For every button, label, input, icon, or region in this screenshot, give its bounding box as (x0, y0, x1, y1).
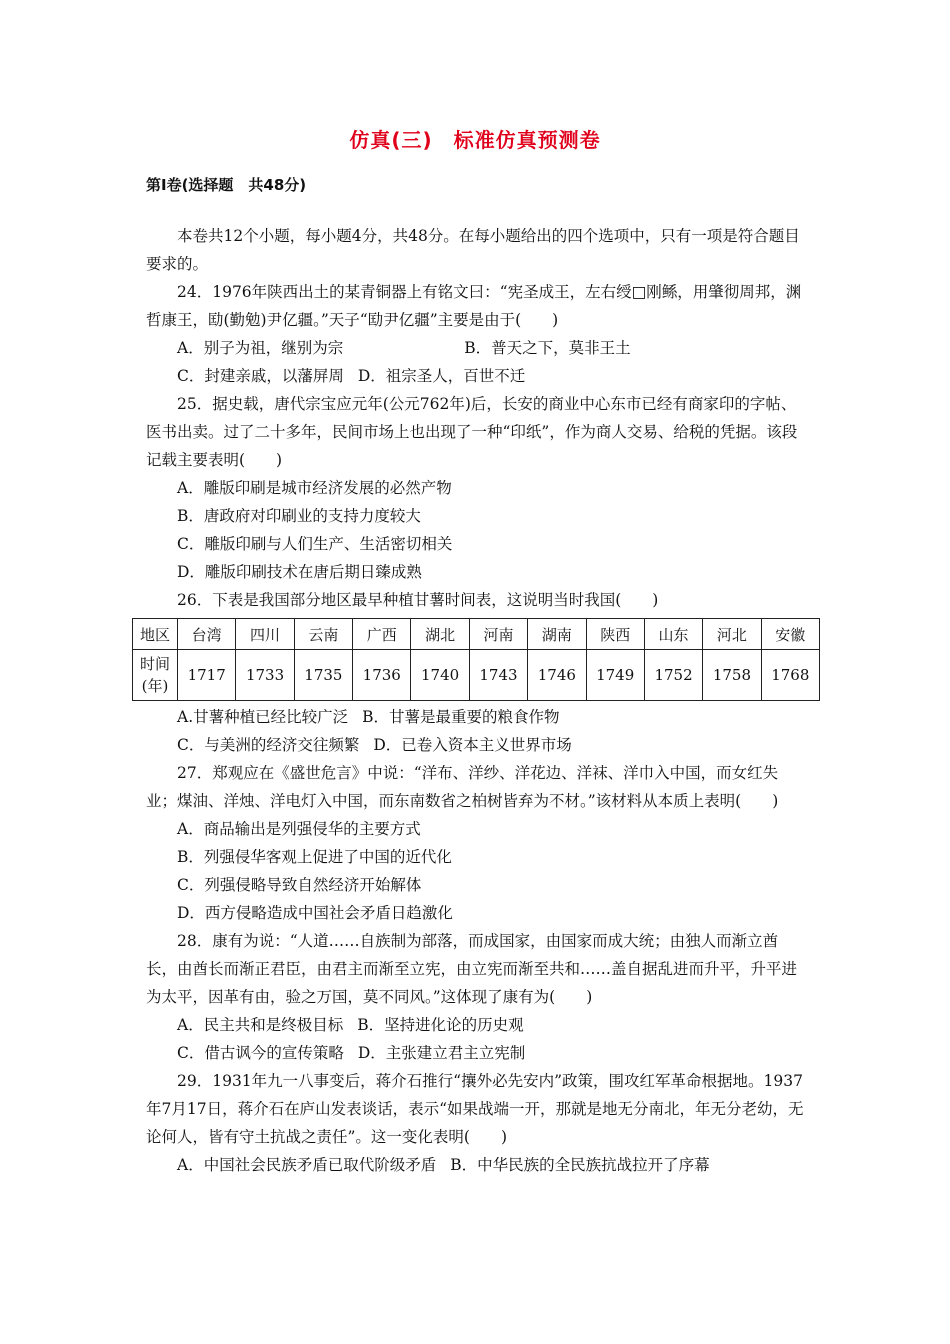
question-24 (146, 278, 806, 390)
option-d: D．雕版印刷技术在唐后期日臻成熟 (177, 563, 422, 581)
table-cell: 1736 (353, 650, 411, 701)
table-cell: 1768 (761, 650, 819, 701)
option-c: C．封建亲戚，以藩屏周 (177, 367, 344, 385)
planting-time-table (132, 618, 820, 701)
question-stem: 26．下表是我国部分地区最早种植甘薯时间表，这说明当时我国( ) (177, 591, 659, 609)
table-cell: 陕西 (586, 619, 644, 650)
option-b: B．甘薯是最重要的粮食作物 (362, 708, 560, 726)
option-c: C．列强侵略导致自然经济开始解体 (177, 876, 422, 894)
option-row (146, 1011, 806, 1039)
option-a: A．民主共和是终极目标 (177, 1016, 344, 1034)
option-c: C．雕版印刷与人们生产、生活密切相关 (177, 535, 453, 553)
option-row (146, 1039, 806, 1067)
table-cell: 台湾 (178, 619, 236, 650)
table-cell: 1749 (586, 650, 644, 701)
question-25 (146, 390, 806, 586)
table-cell: 四川 (236, 619, 294, 650)
option-a: A．雕版印刷是城市经济发展的必然产物 (177, 479, 452, 497)
table-header-cell: 时间(年) (133, 650, 178, 701)
table-cell: 河南 (469, 619, 527, 650)
question-26 (139, 586, 810, 759)
table-cell: 1746 (528, 650, 586, 701)
question-stem: 29．1931年九一八事变后，蒋介石推行“攘外必先安内”政策，围攻红军革命根据地。1937年7月17日，蒋介石在庐山发表谈话，表示“如果战端一开，那就是地无分南北，年无分老幼，无论何人，皆有守土抗战之责任”。这一变化表明( ) (146, 1072, 804, 1146)
option-a: A.甘薯种植已经比较广泛 (177, 708, 349, 726)
option-b: B．唐政府对印刷业的支持力度较大 (177, 507, 421, 525)
table-row (133, 650, 820, 701)
question-stem: 25．据史载，唐代宗宝应元年(公元762年)后，长安的商业中心东市已经有商家印的字帖、医书出卖。过了二十多年，民间市场上也出现了一种“印纸”，作为商人交易、给税的凭据。该段记载主要表明( ) (146, 395, 798, 469)
option-row (146, 334, 806, 362)
option-a: A．商品输出是列强侵华的主要方式 (177, 820, 421, 838)
page-title: 仿真(三) 标准仿真预测卷 (349, 128, 601, 152)
option-a: A．别子为祖，继别为宗 (177, 339, 344, 357)
table-cell: 1735 (294, 650, 352, 701)
table-cell: 安徽 (761, 619, 819, 650)
instructions: 本卷共12个小题，每小题4分，共48分。在每小题给出的四个选项中，只有一项是符合题目要求的。 (146, 227, 800, 273)
option-d: D．祖宗圣人，百世不迁 (357, 367, 526, 385)
option-b: B．列强侵华客观上促进了中国的近代化 (177, 848, 452, 866)
table-cell: 山东 (644, 619, 702, 650)
table-header-cell: 地区 (133, 619, 178, 650)
table-row (133, 619, 820, 650)
option-row (146, 1151, 806, 1179)
question-stem: 24．1976年陕西出土的某青铜器上有铭文曰：“宪圣成王，左右绶□刚鲧，用肇彻周邦，渊哲康王，劻(勤勉)尹亿疆。”天子“劻尹亿疆”主要是由于( ) (146, 283, 802, 329)
option-d: D．已卷入资本主义世界市场 (373, 736, 572, 754)
table-cell: 1743 (469, 650, 527, 701)
table-cell: 云南 (294, 619, 352, 650)
option-d: D．西方侵略造成中国社会矛盾日趋激化 (177, 904, 453, 922)
question-stem: 27．郑观应在《盛世危言》中说：“洋布、洋纱、洋花边、洋袜、洋巾入中国，而女红失业；煤油、洋烛、洋电灯入中国，而东南数省之柏树皆弃为不材。”该材料从本质上表明( ) (146, 764, 779, 810)
option-row (146, 703, 806, 731)
section-heading: 第Ⅰ卷(选择题 共48分) (146, 176, 307, 194)
question-27 (146, 759, 806, 927)
option-d: D．主张建立君主立宪制 (357, 1044, 526, 1062)
option-row (146, 731, 806, 759)
table-cell: 广西 (353, 619, 411, 650)
table-cell: 河北 (703, 619, 761, 650)
option-b: B．普天之下，莫非王土 (464, 339, 631, 357)
option-a: A．中国社会民族矛盾已取代阶级矛盾 (177, 1156, 437, 1174)
question-body (139, 222, 810, 1179)
table-cell: 1758 (703, 650, 761, 701)
table-cell: 1733 (236, 650, 294, 701)
question-29 (146, 1067, 806, 1179)
option-c: C．与美洲的经济交往频繁 (177, 736, 360, 754)
table-cell: 1740 (411, 650, 469, 701)
option-row (146, 362, 806, 390)
option-c: C．借古讽今的宣传策略 (177, 1044, 344, 1062)
table-cell: 湖南 (528, 619, 586, 650)
option-b: B．坚持进化论的历史观 (357, 1016, 524, 1034)
option-b: B．中华民族的全民族抗战拉开了序幕 (450, 1156, 710, 1174)
table-cell: 湖北 (411, 619, 469, 650)
table-cell: 1717 (178, 650, 236, 701)
question-28 (146, 927, 806, 1067)
table-cell: 1752 (644, 650, 702, 701)
question-stem: 28．康有为说：“人道……自族制为部落，而成国家，由国家而成大统；由独人而渐立酋长，由酋长而渐正君臣，由君主而渐至立宪，由立宪而渐至共和……盖自据乱进而升平，升平进为太平，因革有由，验之万国，莫不同风。”这体现了康有为( ) (146, 932, 798, 1006)
